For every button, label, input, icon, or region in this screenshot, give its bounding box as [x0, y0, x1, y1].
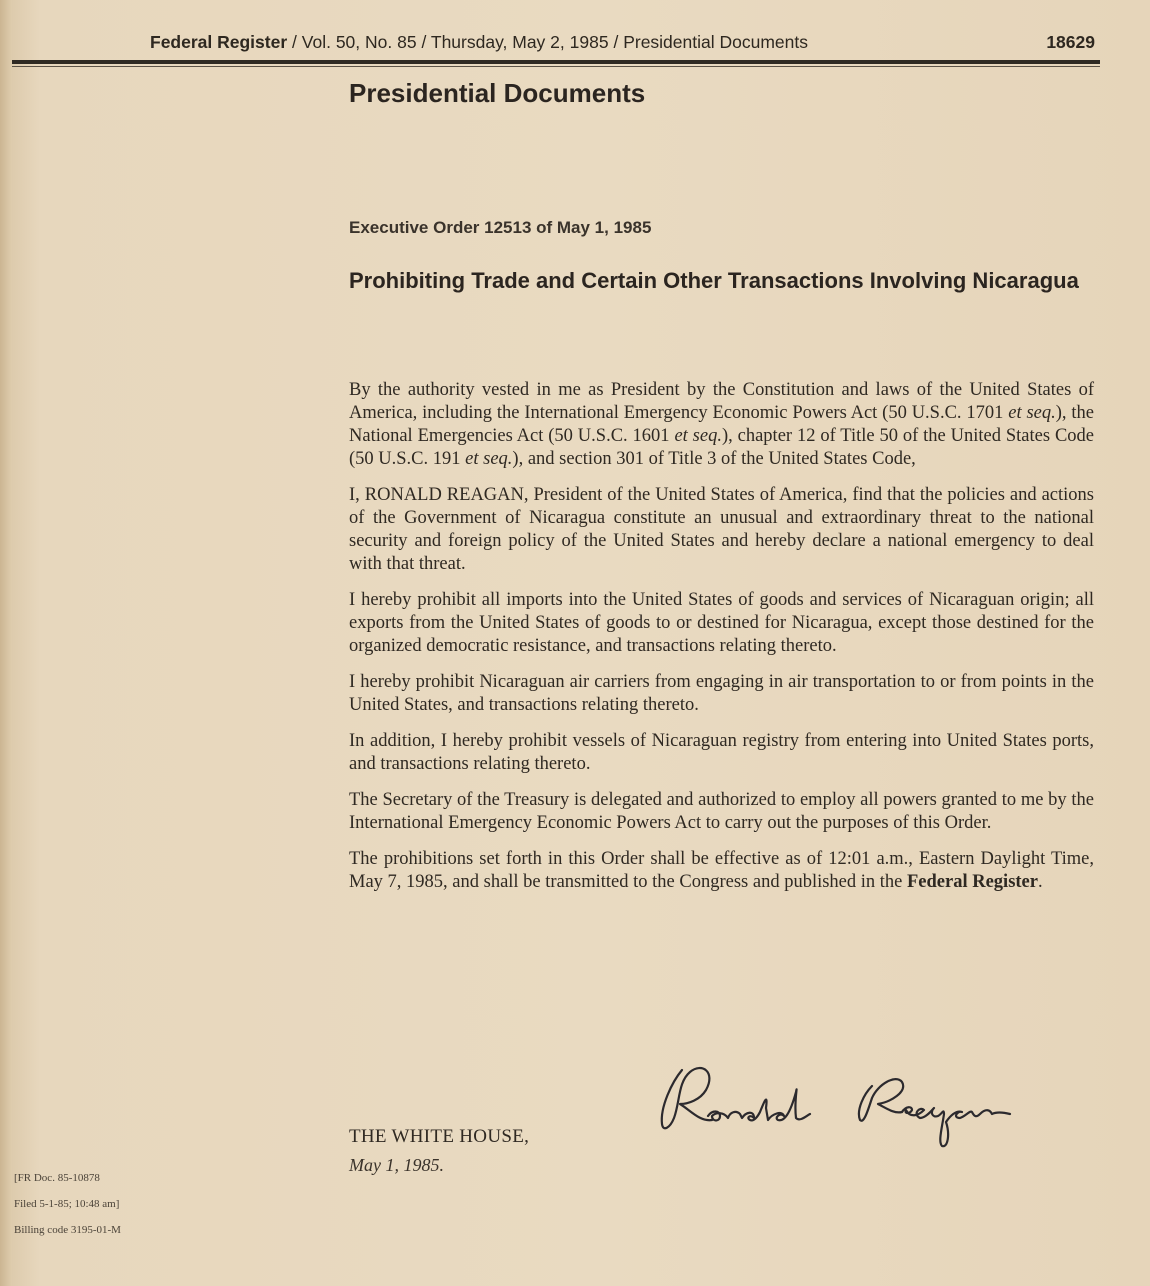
header-separator: /: [613, 32, 619, 52]
order-body: [349, 379, 1094, 907]
header-separator: /: [421, 32, 427, 52]
order-paragraph: [349, 379, 1094, 471]
order-paragraph: [349, 848, 1094, 894]
publication-name: Federal Register: [150, 32, 288, 52]
paragraph-text-segment: I, RONALD REAGAN, President of the United States of America, find that the policies and actions of the Government of Nicaragua constitute an unusual and extraordinary threat to the national security and foreign policy of the United States and hereby declare a national emergency to deal with that threat.: [349, 485, 1094, 574]
signature-image: [650, 1052, 1040, 1152]
header-section: Presidential Documents: [623, 32, 808, 52]
running-header: [150, 32, 1095, 56]
closing-date: May 1, 1985.: [349, 1155, 444, 1175]
section-title: Presidential Documents: [349, 78, 646, 108]
fr-doc-billing: Billing code 3195-01-M: [14, 1224, 121, 1236]
issue-date: Thursday, May 2, 1985: [430, 32, 609, 52]
order-paragraph: [349, 589, 1094, 658]
page-binding-edge: [0, 0, 12, 1286]
paragraph-text-segment: The prohibitions set forth in this Order shall be effective as of 12:01 a.m., Eastern Daylight Time, May 7, 1985, and shall be transmitted to the Congress and published in the: [349, 849, 1094, 892]
paragraph-text-segment: ), chapter 12 of Title 50 of the United States Code (50 U.S.C. 191: [349, 426, 1095, 469]
paragraph-text-segment: I hereby prohibit all imports into the United States of goods and services of Nicaraguan origin; all exports from the United States of goods to or destined for Nicaragua, except those destined for the organized democratic resistance, and transactions relating thereto.: [349, 590, 1094, 656]
fr-doc-filed: Filed 5-1-85; 10:48 am]: [14, 1198, 120, 1210]
paragraph-text-segment: ), and section 301 of Title 3 of the United States Code,: [512, 449, 916, 469]
executive-order-number: Executive Order 12513 of May 1, 1985: [349, 218, 652, 237]
fr-doc-number: [FR Doc. 85-10878: [14, 1172, 100, 1184]
order-paragraph: [349, 789, 1094, 835]
paragraph-text-segment: ), the National Emergencies Act (50 U.S.C. 1601: [349, 403, 1095, 446]
closing-place: THE WHITE HOUSE,: [349, 1126, 530, 1147]
paragraph-text-segment: .: [1037, 872, 1043, 892]
paragraph-text-segment: et seq.: [1008, 403, 1056, 423]
header-separator: /: [292, 32, 297, 52]
volume-issue: Vol. 50, No. 85: [301, 32, 417, 52]
paragraph-text-segment: et seq.: [465, 449, 513, 469]
paragraph-text-segment: The Secretary of the Treasury is delegated and authorized to employ all powers granted to me by the International Emergency Economic Powers Act to carry out the purposes of this Order.: [349, 790, 1094, 833]
order-paragraph: [349, 730, 1094, 776]
paragraph-text-segment: By the authority vested in me as President by the Constitution and laws of the United States of America, including the International Emergency Economic Powers Act (50 U.S.C. 1701: [349, 380, 1094, 423]
header-rule-thin: [12, 66, 1100, 67]
paragraph-text-segment: et seq.: [674, 426, 722, 446]
order-paragraph: [349, 484, 1094, 576]
paragraph-text-segment: Federal Register: [907, 872, 1038, 892]
order-paragraph: [349, 671, 1094, 717]
header-rule-thick: [12, 60, 1100, 64]
page-number: 18629: [1046, 32, 1095, 52]
paragraph-text-segment: I hereby prohibit Nicaraguan air carriers from engaging in air transportation to or from points in the United States, and transactions relating thereto.: [349, 672, 1094, 715]
executive-order-title: Prohibiting Trade and Certain Other Transactions Involving Nicaragua: [349, 268, 1079, 293]
fr-doc-block: [14, 1165, 121, 1243]
paragraph-text-segment: In addition, I hereby prohibit vessels of Nicaraguan registry from entering into United States ports, and transactions relating thereto.: [349, 731, 1094, 774]
